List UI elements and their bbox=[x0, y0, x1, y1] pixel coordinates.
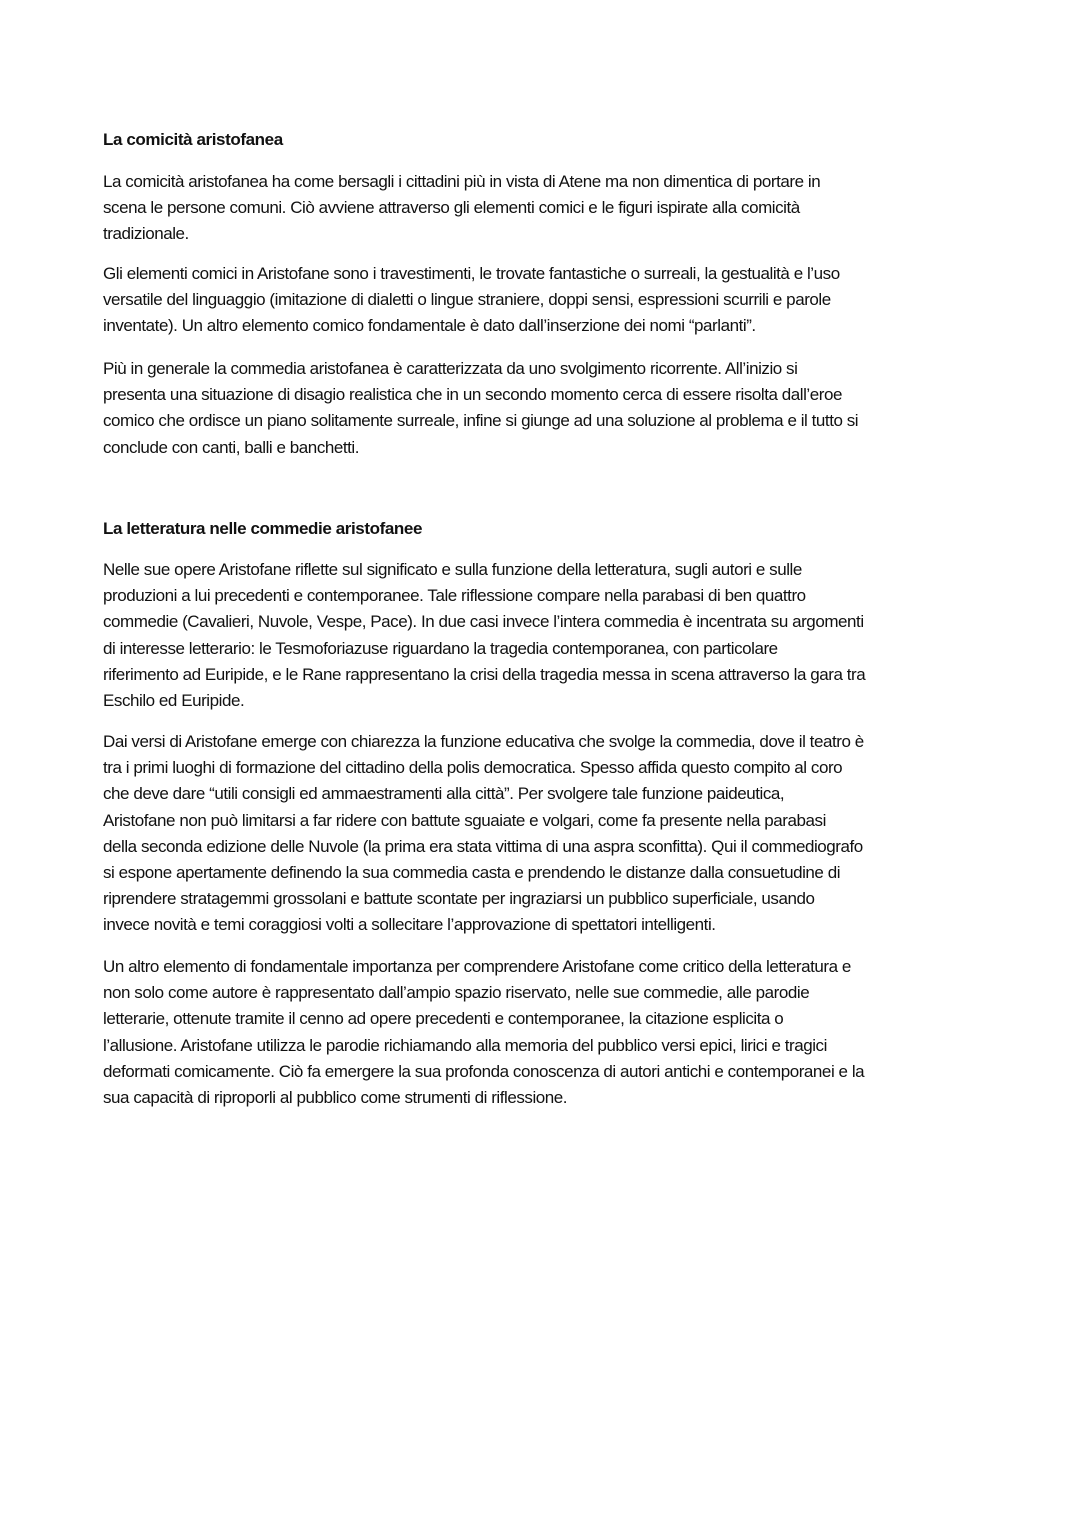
text-line: si espone apertamente definendo la sua commedia casta e prendendo le distanze dalla consuetudine di bbox=[103, 862, 841, 882]
text-line: deformati comicamente. Ciò fa emergere la sua profonda conoscenza di autori antichi e contemporanei e la bbox=[103, 1061, 865, 1081]
text-line: conclude con canti, balli e banchetti. bbox=[103, 437, 360, 457]
text-line: l’allusione. Aristofane utilizza le parodie richiamando alla memoria del pubblico versi epici, lirici e tragici bbox=[103, 1035, 827, 1055]
text-line: di interesse letterario: le Tesmoforiazuse riguardano la tragedia contemporanea, con particolare bbox=[103, 638, 778, 658]
section-heading: La letteratura nelle commedie aristofanee bbox=[103, 519, 423, 538]
text-line: inventate). Un altro elemento comico fondamentale è dato dall’inserzione dei nomi “parlanti”. bbox=[103, 316, 756, 336]
text-line: che deve dare “utili consigli ed ammaestramenti alla città”. Per svolgere tale funzione paideutica, bbox=[103, 784, 785, 804]
text-line: produzioni a lui precedenti e contemporanee. Tale riflessione compare nella parabasi di ben quattro bbox=[103, 586, 806, 606]
section-heading: La comicità aristofanea bbox=[103, 130, 283, 149]
paragraph bbox=[103, 169, 820, 248]
text-line: Eschilo ed Euripide. bbox=[103, 690, 245, 710]
text-line: comico che ordisce un piano solitamente surreale, infine si giunge ad una soluzione al problema e il tutto si bbox=[103, 411, 859, 431]
text-line: presenta una situazione di disagio realistica che in un secondo momento cerca di essere risolta dall’eroe bbox=[103, 385, 842, 405]
text-line: riprendere stratagemmi grossolani e battute scontate per ingraziarsi un pubblico superficiale, usando bbox=[103, 889, 815, 909]
text-line: letterarie, ottenute tramite il cenno ad opere precedenti e contemporanee, la citazione esplicita o bbox=[103, 1009, 784, 1029]
paragraph bbox=[103, 954, 864, 1111]
text-line: invece novità e temi coraggiosi volti a sollecitare l’approvazione di spettatori intelligenti. bbox=[103, 915, 716, 935]
paragraph bbox=[103, 356, 858, 461]
paragraph bbox=[103, 557, 865, 714]
text-line: riferimento ad Euripide, e le Rane rappresentano la crisi della tragedia messa in scena attraverso la gara tra bbox=[103, 664, 866, 684]
text-line: Nelle sue opere Aristofane riflette sul significato e sulla funzione della letteratura, sugli autori e sulle bbox=[103, 560, 802, 579]
text-line: Un altro elemento di fondamentale importanza per comprendere Aristofane come critico della letteratura e bbox=[103, 957, 851, 976]
text-line: La comicità aristofanea ha come bersagli i cittadini più in vista di Atene ma non dimentica di portare in bbox=[103, 172, 821, 191]
text-line: commedie (Cavalieri, Nuvole, Vespe, Pace). In due casi invece l’intera commedia è incentrata su argomenti bbox=[103, 612, 864, 632]
text-line: non solo come autore è rappresentato dall’ampio spazio riservato, nelle sue commedie, alle parodie bbox=[103, 983, 810, 1003]
text-line: versatile del linguaggio (imitazione di dialetti o lingue straniere, doppi sensi, espressioni scurrili e parole bbox=[103, 290, 831, 310]
paragraph bbox=[103, 729, 864, 939]
text-line: Gli elementi comici in Aristofane sono i travestimenti, le trovate fantastiche o surreali, la gestualità e l’uso bbox=[103, 264, 840, 283]
paragraph bbox=[103, 261, 840, 340]
text-line: sua capacità di riproporli al pubblico come strumenti di riflessione. bbox=[103, 1087, 568, 1107]
text-line: tradizionale. bbox=[103, 224, 189, 244]
text-line: Aristofane non può limitarsi a far ridere con battute sguaiate e volgari, come fa presente nella parabasi bbox=[103, 810, 826, 830]
text-line: Dai versi di Aristofane emerge con chiarezza la funzione educativa che svolge la commedia, dove il teatro è bbox=[103, 732, 864, 751]
text-line: tra i primi luoghi di formazione del cittadino della polis democratica. Spesso affida questo compito al coro bbox=[103, 758, 843, 778]
text-line: Più in generale la commedia aristofanea è caratterizzata da uno svolgimento ricorrente. All’inizio si bbox=[103, 359, 798, 378]
text-line: della seconda edizione delle Nuvole (la prima era stata vittima di una aspra sconfitta). Qui il commediografo bbox=[103, 836, 863, 856]
text-line: scena le persone comuni. Ciò avviene attraverso gli elementi comici e le figuri ispirate alla comicità bbox=[103, 198, 800, 218]
